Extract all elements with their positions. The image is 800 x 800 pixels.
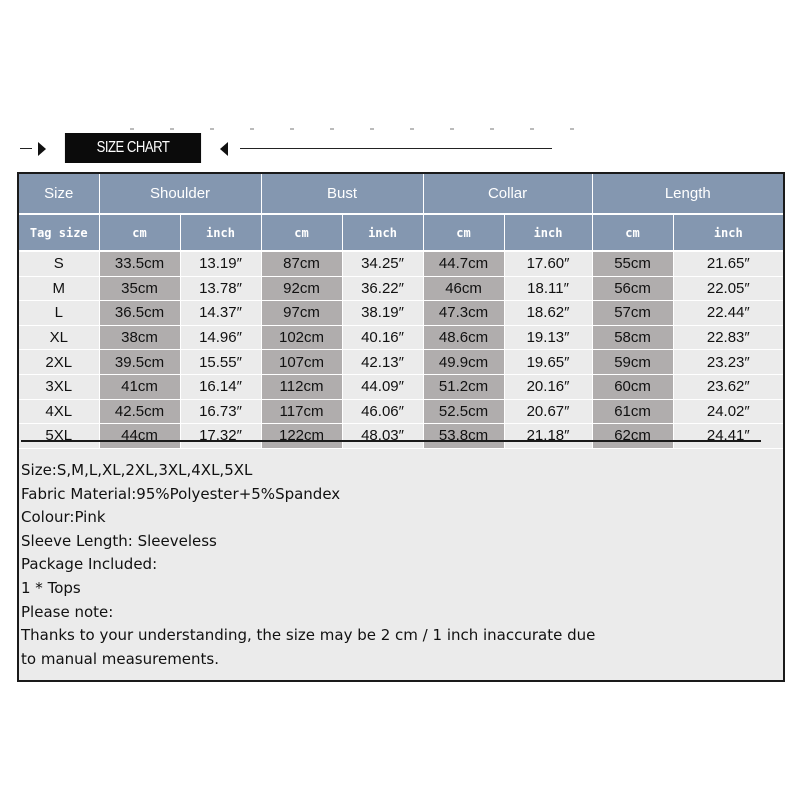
banner-dot bbox=[370, 128, 374, 130]
measurement-cell: 22.05″ bbox=[673, 276, 783, 301]
length-header: Length bbox=[592, 174, 783, 214]
measurement-cell: 42.5cm bbox=[99, 399, 180, 424]
measurement-cell: 40.16″ bbox=[342, 325, 423, 350]
measurement-cell: 42.13″ bbox=[342, 350, 423, 375]
measurement-cell: 58cm bbox=[592, 325, 673, 350]
measurement-cell: 48.03″ bbox=[342, 424, 423, 449]
measurement-cell: 60cm bbox=[592, 374, 673, 399]
measurement-cell: 112cm bbox=[261, 374, 342, 399]
size-cell: 2XL bbox=[19, 350, 99, 375]
measurement-cell: 46cm bbox=[423, 276, 504, 301]
measurement-cell: 24.02″ bbox=[673, 399, 783, 424]
measurement-cell: 56cm bbox=[592, 276, 673, 301]
banner-right-arrow-icon bbox=[220, 142, 228, 156]
size-chart bbox=[17, 172, 785, 682]
size-cell: S bbox=[19, 251, 99, 276]
measurement-cell: 18.11″ bbox=[504, 276, 592, 301]
table-row bbox=[19, 301, 783, 326]
unit-header: inch bbox=[504, 214, 592, 251]
measurement-cell: 23.23″ bbox=[673, 350, 783, 375]
measurement-cell: 44cm bbox=[99, 424, 180, 449]
size-table bbox=[19, 174, 783, 449]
measurement-cell: 17.60″ bbox=[504, 251, 592, 276]
measurement-cell: 61cm bbox=[592, 399, 673, 424]
note-line: Fabric Material:95%Polyester+5%Spandex bbox=[21, 484, 341, 503]
measurement-cell: 22.44″ bbox=[673, 301, 783, 326]
banner-dot bbox=[490, 128, 494, 130]
measurement-cell: 21.18″ bbox=[504, 424, 592, 449]
note-line: 1 * Tops bbox=[21, 578, 81, 597]
measurement-cell: 36.22″ bbox=[342, 276, 423, 301]
size-cell: XL bbox=[19, 325, 99, 350]
size-cell: 3XL bbox=[19, 374, 99, 399]
banner-dot bbox=[170, 128, 174, 130]
measurement-cell: 57cm bbox=[592, 301, 673, 326]
table-row bbox=[19, 399, 783, 424]
measurement-cell: 24.41″ bbox=[673, 424, 783, 449]
measurement-cell: 14.96″ bbox=[180, 325, 261, 350]
measurement-cell: 55cm bbox=[592, 251, 673, 276]
measurement-cell: 59cm bbox=[592, 350, 673, 375]
measurement-cell: 53.8cm bbox=[423, 424, 504, 449]
measurement-cell: 17.32″ bbox=[180, 424, 261, 449]
table-row bbox=[19, 251, 783, 276]
banner-dot bbox=[450, 128, 454, 130]
size-cell: L bbox=[19, 301, 99, 326]
banner-dot bbox=[130, 128, 134, 130]
measurement-cell: 44.09″ bbox=[342, 374, 423, 399]
measurement-cell: 107cm bbox=[261, 350, 342, 375]
measurement-cell: 47.3cm bbox=[423, 301, 504, 326]
measurement-cell: 36.5cm bbox=[99, 301, 180, 326]
measurement-cell: 41cm bbox=[99, 374, 180, 399]
measurement-cell: 20.16″ bbox=[504, 374, 592, 399]
size-header: Size bbox=[19, 174, 99, 214]
measurement-cell: 19.13″ bbox=[504, 325, 592, 350]
banner-left-arrow-icon bbox=[38, 142, 46, 156]
measurement-cell: 51.2cm bbox=[423, 374, 504, 399]
bust-header: Bust bbox=[261, 174, 423, 214]
table-units-row bbox=[19, 214, 783, 251]
measurement-cell: 97cm bbox=[261, 301, 342, 326]
measurement-cell: 16.73″ bbox=[180, 399, 261, 424]
size-cell: 4XL bbox=[19, 399, 99, 424]
measurement-cell: 122cm bbox=[261, 424, 342, 449]
measurement-cell: 15.55″ bbox=[180, 350, 261, 375]
measurement-cell: 19.65″ bbox=[504, 350, 592, 375]
measurement-cell: 102cm bbox=[261, 325, 342, 350]
collar-header: Collar bbox=[423, 174, 592, 214]
unit-header: cm bbox=[99, 214, 180, 251]
measurement-cell: 92cm bbox=[261, 276, 342, 301]
unit-header: inch bbox=[180, 214, 261, 251]
table-row bbox=[19, 325, 783, 350]
note-line: Colour:Pink bbox=[21, 508, 106, 527]
measurement-cell: 46.06″ bbox=[342, 399, 423, 424]
unit-header: cm bbox=[261, 214, 342, 251]
banner-left-dash bbox=[20, 148, 32, 149]
size-cell: 5XL bbox=[19, 424, 99, 449]
unit-header: cm bbox=[592, 214, 673, 251]
size-cell: M bbox=[19, 276, 99, 301]
measurement-cell: 18.62″ bbox=[504, 301, 592, 326]
banner-right-line bbox=[240, 148, 552, 149]
table-header-row bbox=[19, 174, 783, 214]
measurement-cell: 22.83″ bbox=[673, 325, 783, 350]
table-row bbox=[19, 350, 783, 375]
banner-dot bbox=[530, 128, 534, 130]
note-line: Thanks to your understanding, the size may be 2 cm / 1 inch inaccurate due bbox=[21, 626, 596, 645]
measurement-cell: 21.65″ bbox=[673, 251, 783, 276]
measurement-cell: 62cm bbox=[592, 424, 673, 449]
measurement-cell: 33.5cm bbox=[99, 251, 180, 276]
shoulder-header: Shoulder bbox=[99, 174, 261, 214]
measurement-cell: 49.9cm bbox=[423, 350, 504, 375]
table-row bbox=[19, 276, 783, 301]
measurement-cell: 23.62″ bbox=[673, 374, 783, 399]
measurement-cell: 87cm bbox=[261, 251, 342, 276]
unit-header: inch bbox=[673, 214, 783, 251]
measurement-cell: 48.6cm bbox=[423, 325, 504, 350]
measurement-cell: 20.67″ bbox=[504, 399, 592, 424]
measurement-cell: 44.7cm bbox=[423, 251, 504, 276]
banner-dot bbox=[410, 128, 414, 130]
measurement-cell: 13.78″ bbox=[180, 276, 261, 301]
note-line: Package Included: bbox=[21, 555, 158, 574]
banner-dot bbox=[290, 128, 294, 130]
note-line: Size:S,M,L,XL,2XL,3XL,4XL,5XL bbox=[21, 461, 253, 479]
table-row bbox=[19, 374, 783, 399]
unit-header: inch bbox=[342, 214, 423, 251]
measurement-cell: 34.25″ bbox=[342, 251, 423, 276]
measurement-cell: 14.37″ bbox=[180, 301, 261, 326]
note-line: Please note: bbox=[21, 602, 114, 621]
measurement-cell: 52.5cm bbox=[423, 399, 504, 424]
measurement-cell: 13.19″ bbox=[180, 251, 261, 276]
note-line: Sleeve Length: Sleeveless bbox=[21, 531, 217, 550]
measurement-cell: 35cm bbox=[99, 276, 180, 301]
banner-dot bbox=[330, 128, 334, 130]
measurement-cell: 16.14″ bbox=[180, 374, 261, 399]
banner-dot bbox=[210, 128, 214, 130]
measurement-cell: 38.19″ bbox=[342, 301, 423, 326]
product-notes bbox=[21, 440, 761, 671]
note-line: to manual measurements. bbox=[21, 649, 220, 668]
banner-dot bbox=[570, 128, 574, 130]
unit-header: cm bbox=[423, 214, 504, 251]
tag-size-header: Tag size bbox=[19, 214, 99, 251]
table-body bbox=[19, 251, 783, 448]
measurement-cell: 38cm bbox=[99, 325, 180, 350]
size-chart-banner bbox=[0, 128, 800, 168]
banner-title: SIZE CHART bbox=[65, 133, 201, 163]
measurement-cell: 39.5cm bbox=[99, 350, 180, 375]
measurement-cell: 117cm bbox=[261, 399, 342, 424]
banner-dot bbox=[250, 128, 254, 130]
